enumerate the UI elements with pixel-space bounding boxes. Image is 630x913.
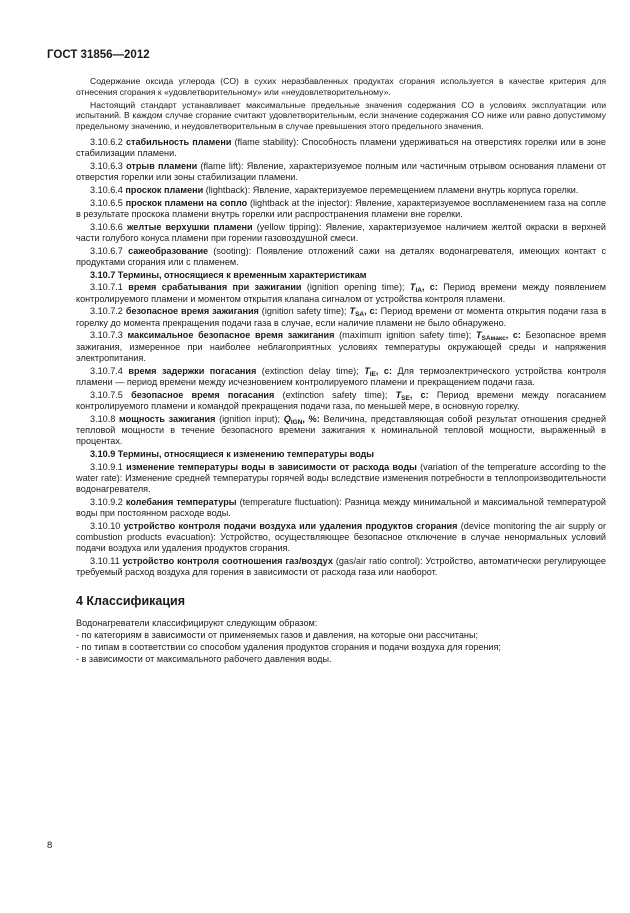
- term-name: устройство контроля соотношения газ/воздух: [122, 556, 333, 567]
- term-3-10-6-5: 3.10.6.5 проскок пламени на сопло (lightback at the injector): Явление, характеризуемое воспламенением газа на сопле в результате проскока пламени внутрь горелки или распространения пламени вне горелки.: [76, 197, 607, 219]
- term-3-10-9-2: 3.10.9.2 колебания температуры (temperature fluctuation): Разница между минимальной и максимальной температурой воды при постоянном расходе воды.: [76, 496, 606, 519]
- term-name: колебания температуры: [125, 496, 237, 507]
- term-name: мощность зажигания: [119, 413, 216, 424]
- term-name: устройство контроля подачи воздуха или удаления продуктов сгорания: [123, 520, 458, 531]
- term-3-10-8: 3.10.8 мощность зажигания (ignition input); $Q_{IGN}$, %: Величина, представляющая собой результат отношения средней тепловой мощности в течение безопасного времени зажигания к номинальной тепловой мощности, выраженный в процентах.: [76, 413, 607, 447]
- text-column: [76, 76, 606, 665]
- term-3-10-7-2: 3.10.7.2 безопасное время зажигания (ignition safety time); $T_{SA}$, с: Период времени от момента открытия подачи газа в горелку до момента прекращения подачи газа в случае, если наличие пламени не было обнаружено.: [76, 306, 607, 328]
- list-item: - по типам в соответствии со способом удаления продуктов сгорания и подачи воздуха для горения;: [76, 641, 501, 652]
- term-name: время задержки погасания: [128, 365, 257, 376]
- term-3-10-10: 3.10.10 устройство контроля подачи воздуха или удаления продуктов сгорания (device monitoring the air supply or combustion products evacuation): Устройство, осуществляющее безопасное отключение в случае ненормальных условий подачи воздуха или удаления продуктов сгорания.: [76, 520, 606, 554]
- list-item: - в зависимости от максимального рабочего давления воды.: [76, 653, 332, 664]
- term-name: максимальное безопасное время зажигания: [127, 330, 335, 341]
- term-group-heading-3-10-9: 3.10.9 Термины, относящиеся к изменению температуры воды: [90, 448, 375, 459]
- term-name: желтые верхушки пламени: [126, 221, 253, 232]
- term-group-heading-3-10-7: 3.10.7 Термины, относящиеся к временным характеристикам: [90, 269, 367, 280]
- term-3-10-11: 3.10.11 устройство контроля соотношения газ/воздух (gas/air ratio control): Устройство, автоматически регулирующее требуемый расход воздуха для горения в зависимости от расхода газа или наоборот.: [76, 556, 606, 578]
- term-name: проскок пламени: [125, 184, 204, 195]
- note-block: [76, 76, 606, 132]
- note-paragraph: Настоящий стандарт устанавливает максимальные предельные значения содержания CO в условиях эксплуатации или испытаний. В каждом случае сгорание считают удовлетворительным, если значение содержания CO ниже или равно допустимому предельному значению, и неудовлетворительным в случае превышения этого предельного значения.: [76, 99, 606, 132]
- classification-lead: Водонагреватели классифицируют следующим образом:: [76, 617, 318, 628]
- term-3-10-6-7: 3.10.6.7 сажеобразование (sooting): Появление отложений сажи на деталях водонагревателя, имеющих контакт с продуктами сгорания или с пламенем.: [76, 245, 606, 267]
- term-3-10-6-4: 3.10.6.4 проскок пламени (lightback): Явление, характеризуемое перемещением пламени внутрь корпуса горелки.: [90, 184, 579, 195]
- note-paragraph: Содержание оксида углерода (CO) в сухих неразбавленных продуктах сгорания используется в качестве критерия для отнесения сгорания к «удовлетворительному» или «неудовлетворительному».: [76, 76, 606, 97]
- terms-list: [76, 137, 606, 579]
- standard-header: ГОСТ 31856—2012: [47, 49, 150, 61]
- page-number: 8: [47, 840, 53, 851]
- list-item: - по категориям в зависимости от применяемых газов и давления, на которые они рассчитаны;: [76, 629, 479, 640]
- term-name: стабильность пламени: [125, 136, 232, 147]
- term-3-10-7-1: 3.10.7.1 время срабатывания при зажигании (ignition opening time); $T_{IA}$, с: Период времени между появлением контролируемого пламени и моментом открытия клапана сигналом от устройства контроля пламени.: [76, 282, 606, 304]
- term-name: изменение температуры воды в зависимости от расхода воды: [126, 461, 417, 472]
- term-3-10-6-3: 3.10.6.3 отрыв пламени (flame lift): Явление, характеризуемое полным или частичным отрывом основания пламени от отверстия горелки или зоны стабилизации пламени.: [76, 160, 606, 183]
- term-name: отрыв пламени: [126, 160, 198, 171]
- term-3-10-6-2: 3.10.6.2 стабильность пламени (flame stability): Способность пламени удерживаться на отверстиях горелки или в зоне стабилизации пламени.: [76, 136, 606, 159]
- term-name: безопасное время зажигания: [125, 306, 259, 317]
- term-name: сажеобразование: [128, 245, 209, 256]
- term-3-10-7-3: 3.10.7.3 максимальное безопасное время зажигания (maximum ignition safety time); $T_{SAмакс}$, с: Безопасное время зажигания, измеренное при наиболее неблагоприятных условиях температуры окружающей среды и напряжения электропитания.: [76, 330, 606, 363]
- term-name: время срабатывания при зажигании: [128, 282, 302, 293]
- term-3-10-7-4: 3.10.7.4 время задержки погасания (extinction delay time); $T_{IE}$, с: Для термоэлектрического устройства контроля пламени — период времени между исчезновением контролируемого пламени и прекращением подачи газа.: [76, 365, 607, 387]
- term-3-10-7-5: 3.10.7.5 безопасное время погасания (extinction safety time); $T_{SE}$, с: Период времени между погасанием контролируемого пламени и командой прекращения подачи газа, по меньшей мере, в основную горелку.: [76, 389, 606, 411]
- term-name: проскок пламени на сопло: [125, 197, 248, 208]
- term-3-10-9-1: 3.10.9.1 изменение температуры воды в зависимости от расхода воды (variation of the temperature according to the water rate): Изменение средней температуры горячей воды вследствие изменения потребности в теплопроизводительности водонагревателя.: [76, 461, 606, 495]
- section-4-heading: 4 Классификация: [76, 593, 186, 608]
- classification-list: [76, 617, 606, 665]
- term-name: безопасное время погасания: [131, 389, 275, 400]
- term-3-10-6-6: 3.10.6.6 желтые верхушки пламени (yellow tipping): Явление, характеризуемое наличием желтой окраски в верхней части голубого конуса пламени при горении газовоздушной смеси.: [76, 221, 606, 243]
